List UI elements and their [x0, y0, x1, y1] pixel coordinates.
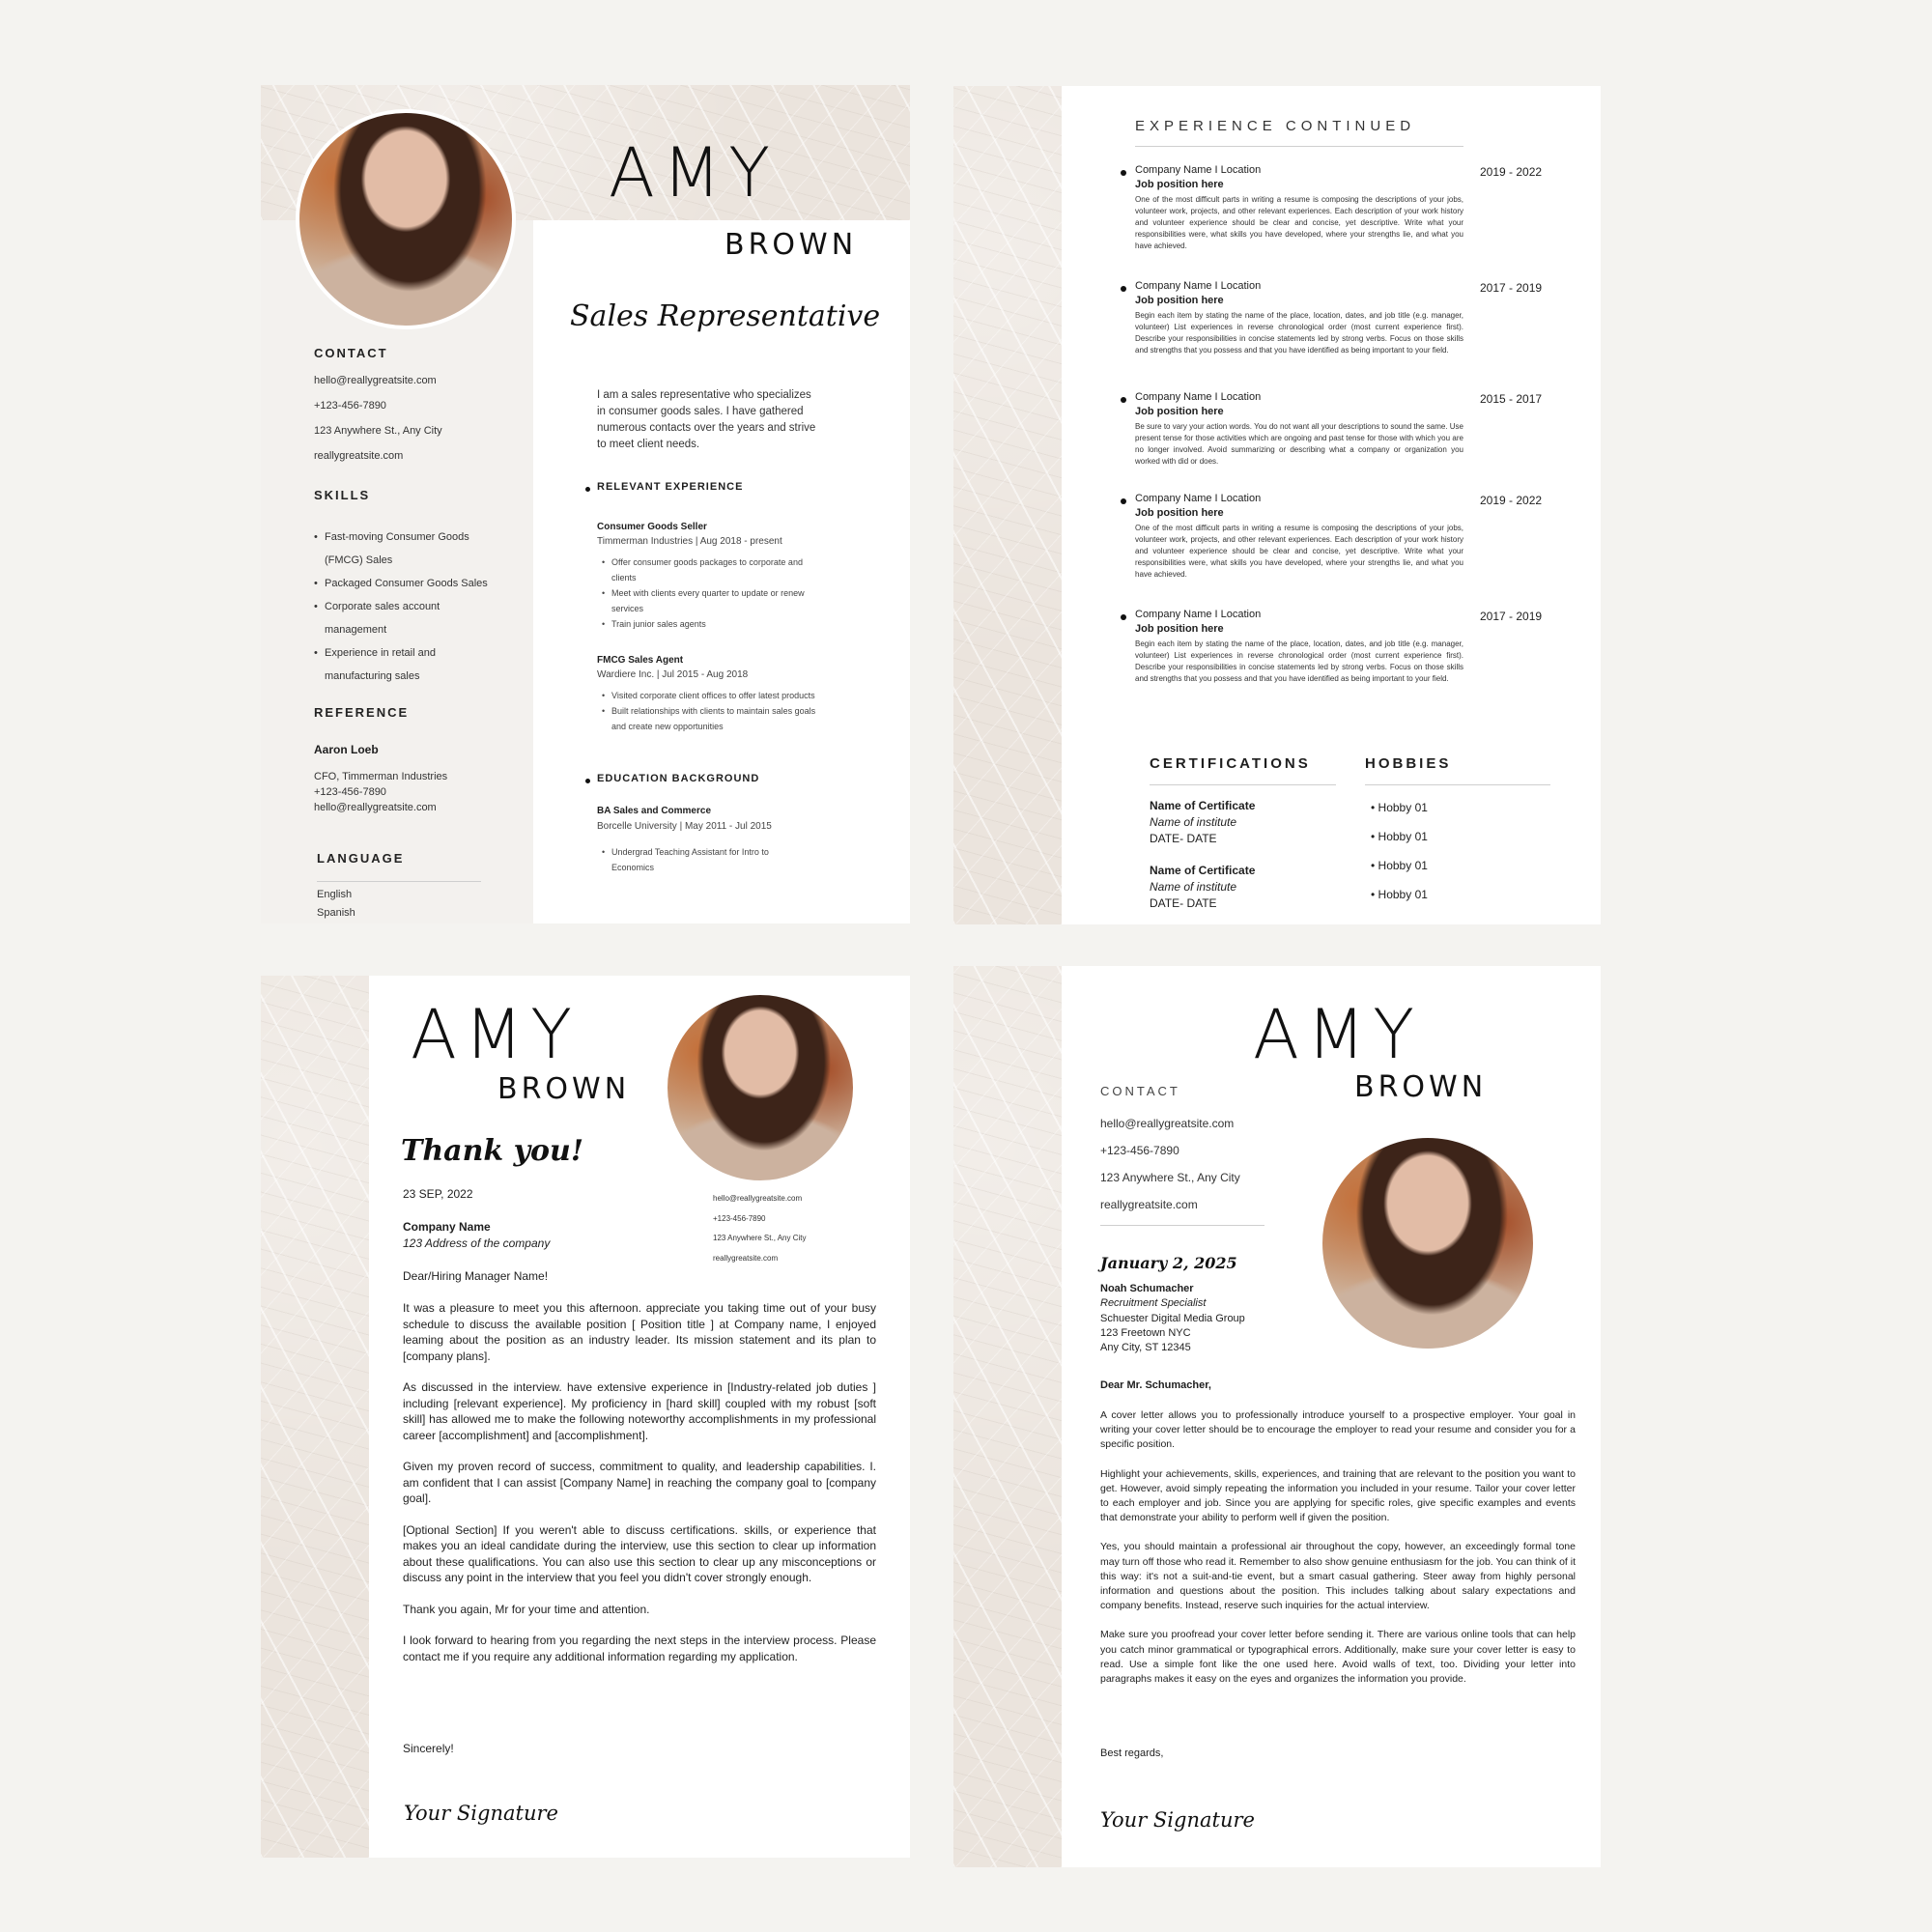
experience-position: Job position here	[1135, 295, 1224, 306]
experience-position: Job position here	[1135, 507, 1224, 519]
contact-item: 123 Anywhere St., Any City	[713, 1234, 807, 1242]
certifications-heading: CERTIFICATIONS	[1150, 755, 1311, 772]
resume-page	[261, 85, 910, 923]
leaf-side-texture	[953, 966, 1062, 1867]
education-meta: Borcelle University | May 2011 - Jul 2015	[597, 821, 772, 832]
skill-line: (FMCG) Sales	[325, 554, 393, 566]
job-title: Consumer Goods Seller	[597, 522, 707, 532]
experience-entry	[953, 277, 1601, 384]
hobby-label: Hobby 01	[1378, 801, 1428, 814]
skills-list	[314, 526, 488, 688]
job-bullet	[597, 585, 887, 616]
certificate-institute: Name of institute	[1150, 880, 1237, 894]
cover-letter-page	[953, 966, 1601, 1867]
job-bullet-line: and create new opportunities	[611, 722, 724, 731]
reference-position: CFO, Timmerman Industries	[314, 771, 448, 782]
contact-list	[713, 1194, 807, 1273]
language-1: English	[317, 889, 353, 900]
contact-list	[1100, 1117, 1240, 1225]
education-bullet	[597, 844, 769, 875]
job-bullet-line: Meet with clients every quarter to update or renew	[611, 588, 805, 598]
letter-body	[403, 1300, 876, 1680]
experience-continued-divider	[1135, 146, 1463, 147]
letter-paragraph: Make sure you proofread your cover letter before sending it. There are various online tools that can help you catch minor grammatical or typographical errors. Additionally, make sure your cover letter is easy to read. Use a simple font like the one used here. Avoid walls of text, too. Dividing your letter into paragraphs makes it easy on the eyes and organizes the information you provide.	[1100, 1629, 1576, 1686]
job-bullet	[597, 703, 887, 734]
education-bullet-line: Economics	[611, 863, 655, 872]
job-title: Sales Representative	[570, 299, 881, 333]
experience-bullet-dot	[1121, 170, 1126, 176]
letter-paragraph: [Optional Section] If you weren't able to discuss certifications. skills, or experience that makes you an ideal candidate during the interview, use this section to clear up information about these qualifications. You can also use this section to clear up any misconceptions or discuss any point in the interview that you feel you didn't cover strongly enough.	[403, 1522, 876, 1584]
job-bullet	[597, 616, 887, 632]
experience-bullet-dot	[1121, 286, 1126, 292]
contact-item: 123 Anywhere St., Any City	[314, 425, 442, 437]
hobby-bullet: •	[1371, 830, 1378, 843]
reference-phone: +123-456-7890	[314, 786, 386, 798]
recipient-address	[1100, 1312, 1245, 1355]
letter-date: 23 SEP, 2022	[403, 1187, 473, 1201]
experience-description: One of the most difficult parts in writing a resume is composing the descriptions of your jobs, volunteer work, projects, and other relevant experiences. Each description of your work history and volunteer experience should be clear and concise, yet descriptive. Write what your responsibilities were, what skills you have developed, where your strengths lie, and what you have achieved.	[1135, 524, 1463, 579]
job-bullet-dot: •	[602, 691, 606, 700]
hobby-bullet: •	[1371, 888, 1378, 901]
language-2: Spanish	[317, 907, 355, 919]
experience-description: Begin each item by stating the name of the place, location, dates, and job title (e.g. manager, volunteer) List experiences in reverse chronological order (most current experience first). Describe your responsibilities in concise statements led by strong verbs. Focus on those skills and strengths that you possess and that you have identified as being important to your field.	[1135, 311, 1463, 355]
experience-company: Company Name I Location	[1135, 391, 1262, 403]
experience-dates: 2017 - 2019	[1480, 610, 1543, 623]
recipient-name: Noah Schumacher	[1100, 1283, 1194, 1294]
skill-item	[314, 641, 488, 688]
skill-line: Experience in retail and	[325, 647, 436, 659]
skill-line: Corporate sales account	[325, 601, 440, 612]
last-name: BROWN	[1354, 1070, 1488, 1104]
contact-item: hello@reallygreatsite.com	[314, 375, 437, 386]
job-title: FMCG Sales Agent	[597, 655, 684, 666]
hobby-item	[1371, 888, 1428, 901]
hobby-item	[1371, 830, 1428, 843]
experience-dates: 2019 - 2022	[1480, 165, 1543, 179]
job-item	[597, 653, 887, 734]
job-bullet-dot: •	[602, 619, 606, 629]
education-bullet-dot	[585, 779, 590, 783]
letter-paragraph: A cover letter allows you to professionally introduce yourself to a prospective employer. Your goal in writing your cover letter should be to encourage the employer to read your resume and consider you for a specific position.	[1100, 1409, 1576, 1451]
thank-you-page	[261, 976, 910, 1858]
address-line: Schuester Digital Media Group	[1100, 1313, 1245, 1324]
leaf-side-texture	[261, 976, 369, 1858]
signature: Your Signature	[1100, 1808, 1255, 1832]
letter-paragraph: Highlight your achievements, skills, experiences, and training that are relevant to the position you want to get. However, avoid simply repeating the information you included in your resume. Tailor your cover letter to each employer and job. Since you are applying for specific roles, give specific examples and events that demonstrate your ability to perform well if given the position.	[1100, 1467, 1576, 1524]
contact-item: hello@reallygreatsite.com	[1100, 1117, 1235, 1130]
experience-entry	[953, 388, 1601, 495]
skill-item	[314, 572, 488, 595]
letter-paragraph: Thank you again, Mr for your time and attention.	[403, 1602, 650, 1616]
last-name: BROWN	[497, 1072, 631, 1106]
certificate-institute: Name of institute	[1150, 815, 1237, 829]
skill-bullet: •	[314, 578, 318, 589]
skill-line: management	[325, 624, 387, 636]
summary	[597, 387, 815, 453]
skill-line: Packaged Consumer Goods Sales	[325, 578, 488, 589]
skills-heading: SKILLS	[314, 488, 371, 502]
certificate-dates: DATE- DATE	[1150, 896, 1217, 910]
salutation: Dear/Hiring Manager Name!	[403, 1269, 549, 1283]
job-meta: Timmerman Industries | Aug 2018 - present	[597, 536, 782, 547]
experience-dates: 2017 - 2019	[1480, 281, 1543, 295]
contact-item: +123-456-7890	[1100, 1144, 1179, 1157]
jobs-list	[597, 520, 887, 755]
contact-item: +123-456-7890	[713, 1213, 766, 1223]
contact-divider	[1100, 1225, 1264, 1226]
address-line: Any City, ST 12345	[1100, 1342, 1191, 1353]
letter-date: January 2, 2025	[1100, 1254, 1237, 1272]
education-bullet-line: Undergrad Teaching Assistant for Intro to	[611, 847, 769, 857]
first-name: AMY	[609, 133, 779, 213]
language-divider	[317, 881, 481, 882]
skill-item	[314, 595, 488, 641]
job-bullet-line: services	[611, 604, 644, 613]
experience-page	[953, 86, 1601, 924]
experience-position: Job position here	[1135, 406, 1224, 417]
job-bullet-line: Visited corporate client offices to offer latest products	[611, 691, 815, 700]
experience-position: Job position here	[1135, 179, 1224, 190]
reference-name: Aaron Loeb	[314, 743, 379, 756]
certificate-name: Name of Certificate	[1150, 799, 1256, 812]
company-name: Company Name	[403, 1220, 491, 1234]
experience-dates: 2019 - 2022	[1480, 494, 1543, 507]
reference-email: hello@reallygreatsite.com	[314, 802, 437, 813]
summary-line: in consumer goods sales. I have gathered	[597, 406, 804, 417]
certificate-item	[1150, 863, 1255, 912]
contact-heading: CONTACT	[314, 346, 388, 360]
job-bullet	[597, 688, 887, 703]
experience-company: Company Name I Location	[1135, 280, 1262, 292]
contact-item: hello@reallygreatsite.com	[713, 1194, 803, 1203]
letter-body	[1100, 1408, 1576, 1701]
skill-bullet: •	[314, 531, 318, 543]
skill-line: Fast-moving Consumer Goods	[325, 531, 469, 543]
hobby-item	[1371, 801, 1428, 814]
thank-you-script: Thank you!	[401, 1134, 584, 1168]
job-bullet-line: Offer consumer goods packages to corporate and	[611, 557, 803, 567]
summary-line: numerous contacts over the years and strive	[597, 422, 816, 434]
experience-description: One of the most difficult parts in writing a resume is composing the descriptions of your jobs, volunteer work, projects, and other relevant experiences. Each description of your work history and volunteer experience should be clear and concise, yet descriptive. Write what your responsibilities were, what skills you have developed, where your strengths lie, and what you have achieved.	[1135, 195, 1463, 250]
experience-bullet-dot	[1121, 614, 1126, 620]
experience-company: Company Name I Location	[1135, 164, 1262, 176]
certifications-divider	[1150, 784, 1336, 785]
experience-heading: RELEVANT EXPERIENCE	[597, 481, 744, 493]
skill-line: manufacturing sales	[325, 670, 420, 682]
contact-item: 123 Anywhere St., Any City	[1100, 1171, 1240, 1184]
hobbies-divider	[1365, 784, 1550, 785]
job-bullet-dot: •	[602, 557, 606, 567]
hobby-bullet: •	[1371, 859, 1378, 872]
profile-photo	[1319, 1134, 1537, 1352]
education-bullets	[597, 844, 769, 875]
profile-photo	[664, 991, 857, 1184]
letter-paragraph: I look forward to hearing from you regarding the next steps in the interview process. Please contact me if you require any additional information regarding my application.	[403, 1634, 876, 1663]
experience-company: Company Name I Location	[1135, 609, 1262, 620]
closing: Best regards,	[1100, 1747, 1164, 1759]
job-bullet-line: Train junior sales agents	[611, 619, 706, 629]
summary-line: to meet client needs.	[597, 439, 700, 450]
experience-bullet-dot	[1121, 397, 1126, 403]
job-bullet-dot: •	[602, 706, 606, 716]
skill-bullet: •	[314, 647, 318, 659]
experience-description: Begin each item by stating the name of the place, location, dates, and job title (e.g. manager, volunteer) List experiences in reverse chronological order (most current experience first). Describe your responsibilities in concise statements led by strong verbs. Focus on those skills and strengths that you possess and that you have identified as being important to your field.	[1135, 639, 1463, 683]
hobby-label: Hobby 01	[1378, 859, 1428, 872]
contact-item: +123-456-7890	[314, 400, 386, 412]
job-bullet-line: Built relationships with clients to maintain sales goals	[611, 706, 816, 716]
signature: Your Signature	[404, 1802, 558, 1825]
job-bullet-dot: •	[602, 588, 606, 598]
recipient-title: Recruitment Specialist	[1100, 1297, 1207, 1309]
reference-heading: REFERENCE	[314, 705, 410, 720]
letter-paragraph: Given my proven record of success, commitment to quality, and leadership capabilities. I. am confident that I can assist [Company Name] in reaching the company goal to [company goal].	[403, 1460, 876, 1505]
letter-paragraph: It was a pleasure to meet you this afternoon. appreciate you taking time out of your busy schedule to discuss the available position [ Position title ] at Company name, I enjoyed leaming about the position as an industry leader. Its mission statement and its plan to [company plans].	[403, 1301, 876, 1363]
experience-bullet-dot	[585, 487, 590, 492]
contact-item: reallygreatsite.com	[713, 1253, 779, 1263]
first-name: AMY	[411, 995, 581, 1074]
experience-entry	[953, 490, 1601, 596]
experience-description: Be sure to vary your action words. You do not want all your descriptions to sound the same. Use present tense for those activities which are ongoing and past tense for those with which you are no longer involved. Avoid summarizing or describing what a company or organization you worked with did or does.	[1135, 422, 1463, 466]
closing: Sincerely!	[403, 1742, 454, 1755]
job-meta: Wardiere Inc. | Jul 2015 - Aug 2018	[597, 669, 749, 680]
last-name: BROWN	[724, 228, 858, 262]
company-address: 123 Address of the company	[403, 1236, 551, 1250]
education-bullet-dot: •	[602, 847, 606, 857]
contact-item: reallygreatsite.com	[1100, 1198, 1198, 1211]
first-name: AMY	[1253, 995, 1423, 1074]
profile-photo	[296, 109, 516, 329]
skill-bullet: •	[314, 601, 318, 612]
job-bullet	[597, 554, 887, 585]
job-item	[597, 520, 887, 632]
letter-paragraph: As discussed in the interview. have extensive experience in [Industry-related job duties ] including [relevant experience]. My proficiency in [hard skill] coupled with my robust [soft skill] has allowed me to make the following noteworthy accomplishments in my professional career [accomplishment] and [accomplishment].	[403, 1380, 876, 1442]
skill-item	[314, 526, 488, 572]
contact-heading: CONTACT	[1100, 1084, 1180, 1098]
experience-dates: 2015 - 2017	[1480, 392, 1543, 406]
summary-line: I am a sales representative who specializes	[597, 389, 811, 401]
hobby-bullet: •	[1371, 801, 1378, 814]
education-heading: EDUCATION BACKGROUND	[597, 773, 760, 784]
salutation: Dear Mr. Schumacher,	[1100, 1379, 1211, 1391]
experience-entry	[953, 606, 1601, 712]
job-bullet-line: clients	[611, 573, 637, 582]
letter-paragraph: Yes, you should maintain a professional air throughout the copy, however, an exceedingly formal tone may turn off those who read it. Remember to also show genuine enthusiasm for the job. You can think of it this way: it's not a suit-and-tie event, but a smart casual gathering. Steer away from highly personal information and questions about the position. This includes talking about salary expectations and company benefits. Instead, reserve such inquiries for the actual interview.	[1100, 1541, 1576, 1612]
certificate-dates: DATE- DATE	[1150, 832, 1217, 845]
experience-bullet-dot	[1121, 498, 1126, 504]
contact-item: reallygreatsite.com	[314, 450, 404, 462]
experience-position: Job position here	[1135, 623, 1224, 635]
certificate-name: Name of Certificate	[1150, 864, 1256, 877]
experience-company: Company Name I Location	[1135, 493, 1262, 504]
hobbies-heading: HOBBIES	[1365, 755, 1452, 772]
address-line: 123 Freetown NYC	[1100, 1327, 1191, 1339]
experience-continued-heading: EXPERIENCE CONTINUED	[1135, 118, 1416, 134]
hobby-item	[1371, 859, 1428, 872]
hobby-label: Hobby 01	[1378, 830, 1428, 843]
language-heading: LANGUAGE	[317, 851, 405, 866]
hobby-label: Hobby 01	[1378, 888, 1428, 901]
certificate-item	[1150, 798, 1255, 847]
education-degree: BA Sales and Commerce	[597, 806, 712, 816]
experience-entry	[953, 161, 1601, 268]
contact-list	[314, 375, 442, 475]
